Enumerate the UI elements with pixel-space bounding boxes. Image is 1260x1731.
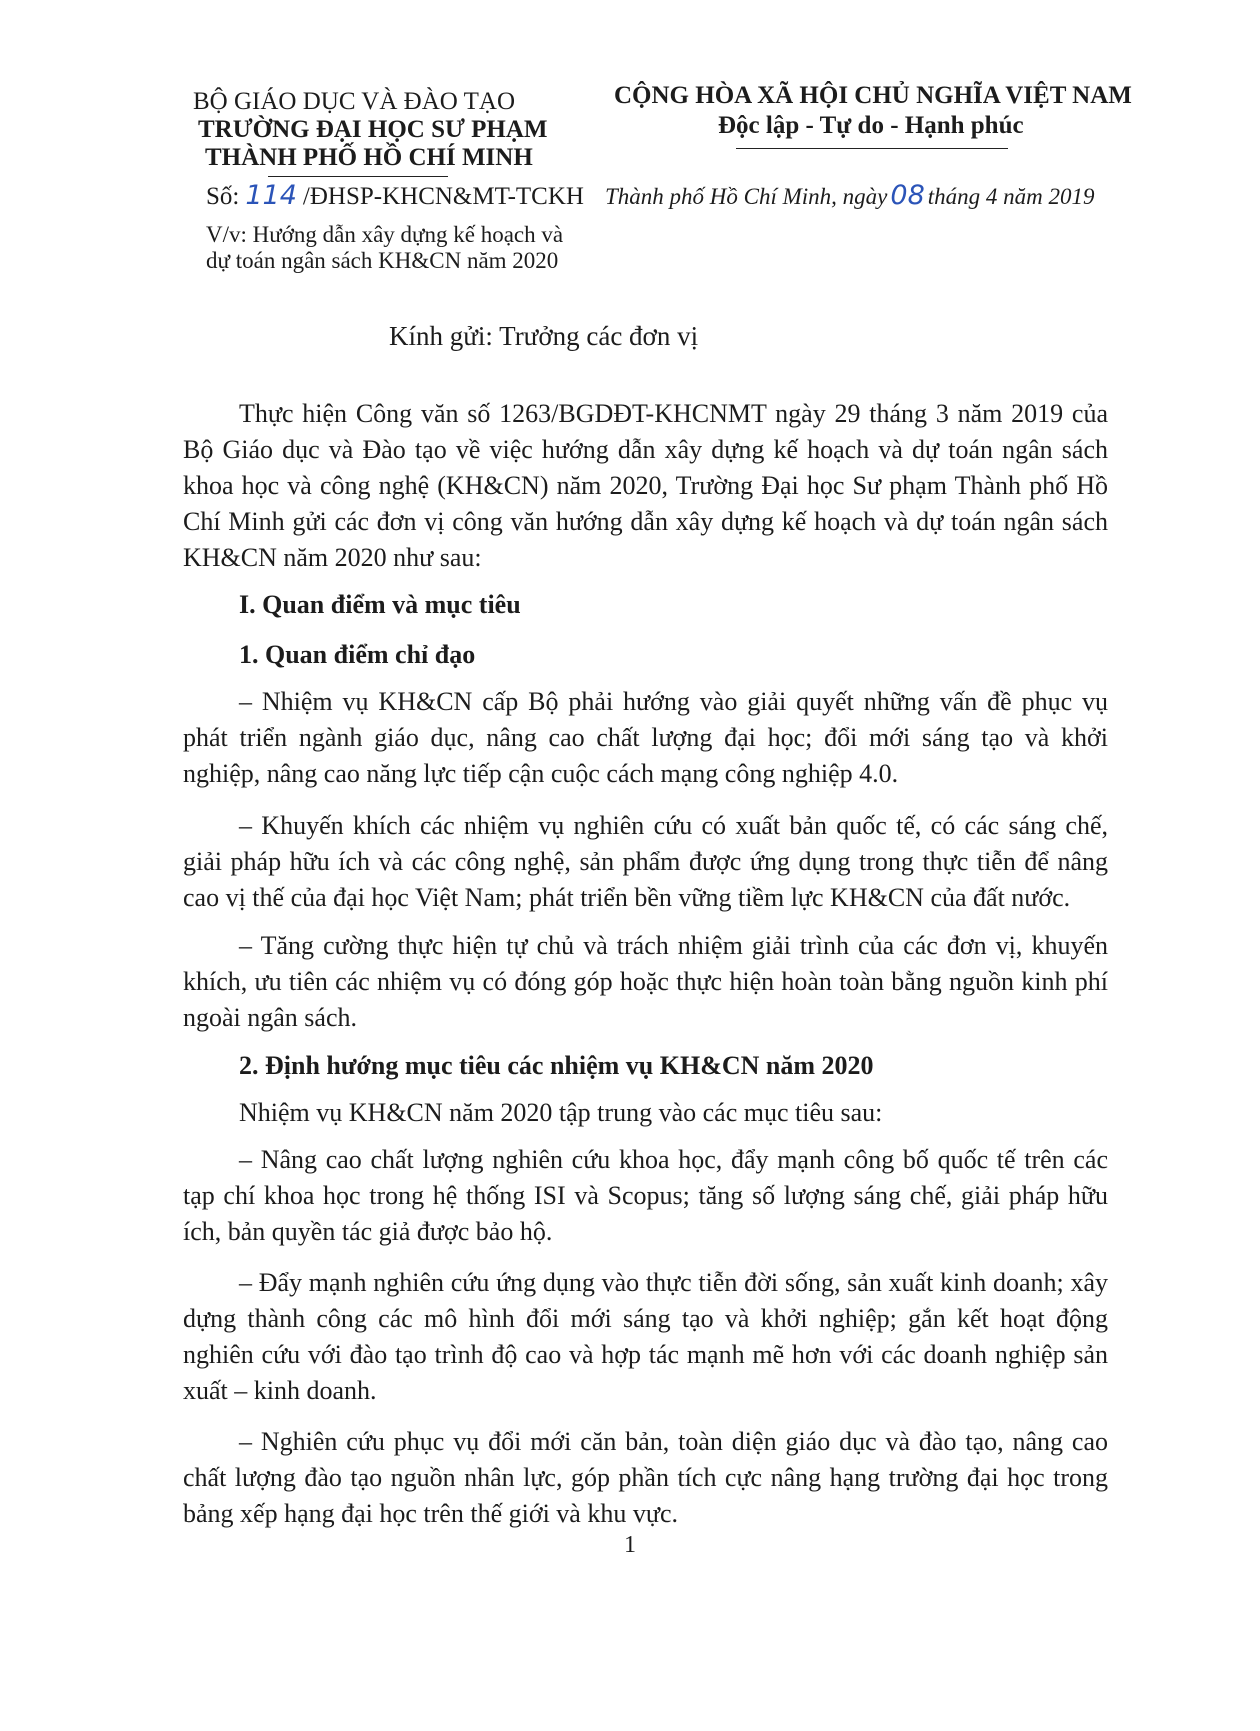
page-number: 1 [624, 1532, 636, 1558]
university-name-line2: THÀNH PHỐ HỒ CHÍ MINH [205, 144, 533, 171]
guideline-item-3: – Tăng cường thực hiện tự chủ và trách nhiệm giải trình của các đơn vị, khuyến khích, ưu tiên các nhiệm vụ có đóng góp hoặc thực hiện hoàn toàn bằng nguồn kinh phí ngoài ngân sách. [183, 931, 1108, 1032]
objectives-intro: Nhiệm vụ KH&CN năm 2020 tập trung vào các mục tiêu sau: [239, 1098, 883, 1127]
date-day-handwritten: 08 [890, 180, 925, 211]
objective-item-2: – Đẩy mạnh nghiên cứu ứng dụng vào thực tiễn đời sống, sản xuất kinh doanh; xây dựng thành công các mô hình đổi mới sáng tạo và khởi nghiệp; gắn kết hoạt động nghiên cứu với đào tạo trình độ cao và hợp tác mạnh mẽ hơn với các doanh nghiệp sản xuất – kinh doanh. [183, 1268, 1108, 1405]
ministry-name: BỘ GIÁO DỤC VÀ ĐÀO TẠO [193, 88, 515, 115]
document-date [605, 180, 1095, 211]
nation-name: CỘNG HÒA XÃ HỘI CHỦ NGHĨA VIỆT NAM [614, 82, 1132, 109]
subsection-heading-1: 1. Quan điểm chỉ đạo [239, 640, 476, 669]
document-number-prefix: Số: [206, 183, 240, 210]
recipient-line: Kính gửi: Trưởng các đơn vị [389, 321, 699, 351]
section-heading-1: I. Quan điểm và mục tiêu [239, 590, 521, 619]
objective-item-1: – Nâng cao chất lượng nghiên cứu khoa học, đẩy mạnh công bố quốc tế trên các tạp chí khoa học trong hệ thống ISI và Scopus; tăng số lượng sáng chế, giải pháp hữu ích, bản quyền tác giả được bảo hộ. [183, 1145, 1108, 1246]
document-number-handwritten: 114 [245, 180, 297, 211]
left-header-underline [268, 176, 448, 177]
national-motto: Độc lập - Tự do - Hạnh phúc [718, 112, 1024, 139]
subject-line2: dự toán ngân sách KH&CN năm 2020 [206, 248, 559, 273]
guideline-item-2: – Khuyến khích các nhiệm vụ nghiên cứu có xuất bản quốc tế, có các sáng chế, giải pháp hữu ích và các công nghệ, sản phẩm được ứng dụng trong thực tiễn để nâng cao vị thế của đại học Việt Nam; phát triển bền vững tiềm lực KH&CN của đất nước. [183, 811, 1108, 912]
right-header-underline [736, 148, 1008, 149]
subsection-heading-2: 2. Định hướng mục tiêu các nhiệm vụ KH&CN năm 2020 [239, 1051, 874, 1080]
document-number-suffix: /ĐHSP-KHCN&MT-TCKH [302, 183, 584, 210]
document-number [206, 182, 584, 211]
university-name-line1: TRƯỜNG ĐẠI HỌC SƯ PHẠM [198, 116, 548, 143]
subject-line1: V/v: Hướng dẫn xây dựng kế hoạch và [206, 222, 564, 247]
date-prefix: Thành phố Hồ Chí Minh, ngày [605, 184, 888, 209]
guideline-item-1: – Nhiệm vụ KH&CN cấp Bộ phải hướng vào giải quyết những vấn đề phục vụ phát triển ngành giáo dục, nâng cao chất lượng đại học; đổi mới sáng tạo và khởi nghiệp, nâng cao năng lực tiếp cận cuộc cách mạng công nghiệp 4.0. [183, 687, 1108, 788]
intro-paragraph: Thực hiện Công văn số 1263/BGDĐT-KHCNMT ngày 29 tháng 3 năm 2019 của Bộ Giáo dục và Đào tạo về việc hướng dẫn xây dựng kế hoạch và dự toán ngân sách khoa học và công nghệ (KH&CN) năm 2020, Trường Đại học Sư phạm Thành phố Hồ Chí Minh gửi các đơn vị công văn hướng dẫn xây dựng kế hoạch và dự toán ngân sách KH&CN năm 2020 như sau: [183, 399, 1108, 572]
date-suffix: tháng 4 năm 2019 [927, 184, 1095, 209]
objective-item-3: – Nghiên cứu phục vụ đổi mới căn bản, toàn diện giáo dục và đào tạo, nâng cao chất lượng đào tạo nguồn nhân lực, góp phần tích cực nâng hạng trường đại học trong bảng xếp hạng đại học trên thế giới và khu vực. [183, 1427, 1108, 1528]
